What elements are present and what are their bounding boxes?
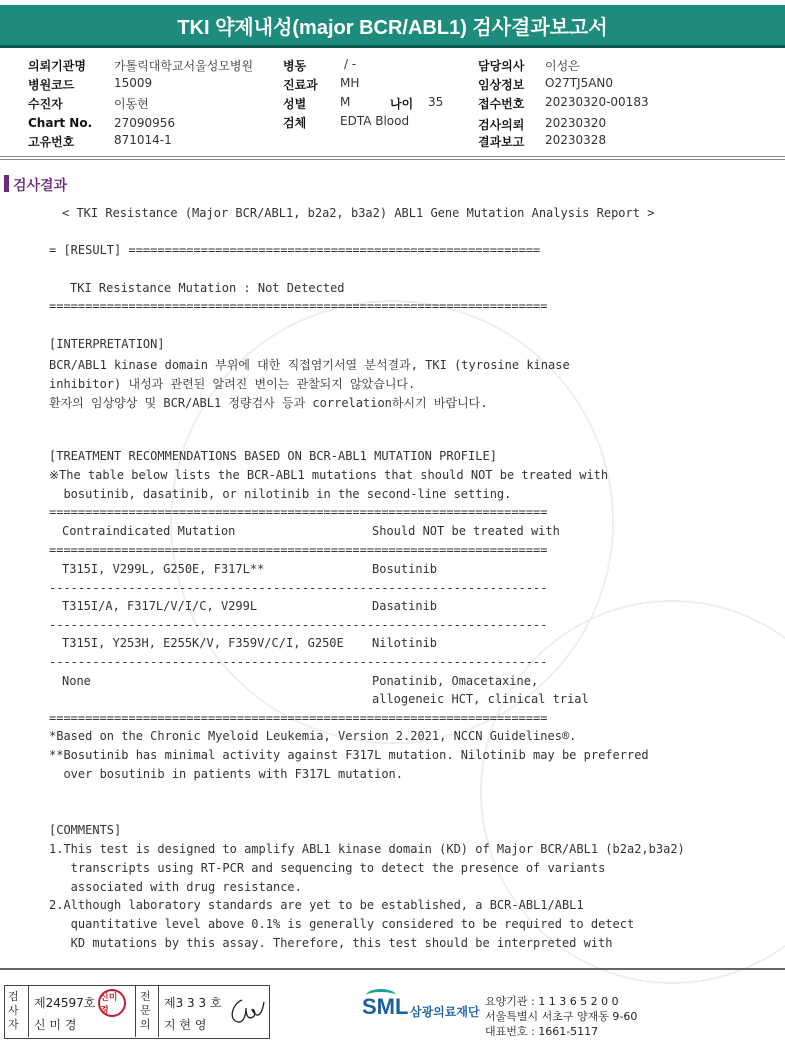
seal-stamp: 신미경 <box>98 989 126 1017</box>
header-value: 20230320-00183 <box>545 95 649 109</box>
age-value: 35 <box>428 95 444 109</box>
report-heading: < TKI Resistance (Major BCR/ABL1, b2a2, b3a2) ABL1 Gene Mutation Analysis Report > <box>62 206 655 220</box>
header-label: 검사의뢰 <box>478 118 525 132</box>
reviewer-label: 전문의 <box>140 990 151 1031</box>
separator-line: ===================================================================== <box>49 299 548 313</box>
header-value: / - <box>344 57 357 71</box>
tester-license: 제24597호 <box>34 996 96 1010</box>
report-title: TKI 약제내성(major BCR/ABL1) 검사결과보고서 <box>0 5 785 48</box>
separator-line: ===================================================================== <box>49 505 548 519</box>
header-label: 진료과 <box>283 78 318 92</box>
header-label: 병동 <box>283 59 307 73</box>
header-value: O27TJ5AN0 <box>545 76 614 90</box>
age-label: 나이 <box>390 97 414 111</box>
signature-mark <box>224 990 266 1030</box>
comment-line: 1.This test is designed to amplify ABL1 kinase domain (KD) of Major BCR/ABL1 (b2a2,b3a2) <box>49 842 685 856</box>
table-row-drug: Dasatinib <box>372 599 438 613</box>
table-row-drug: Ponatinib, Omacetaxine, <box>372 674 539 688</box>
header-value: 871014-1 <box>114 133 172 147</box>
reviewer-license: 제3 3 3 호 <box>164 996 222 1010</box>
header-value: 15009 <box>114 76 153 90</box>
header-label: 접수번호 <box>478 97 525 111</box>
header-value: 가톨릭대학교서울성모병원 <box>114 59 254 73</box>
interpretation-line: inhibitor) 내성과 관련된 알려진 변이는 관찰되지 않았습니다. <box>49 377 416 391</box>
header-label: 담당의사 <box>478 59 525 73</box>
comment-line: transcripts using RT-PCR and sequencing to detect the presence of variants <box>49 861 606 875</box>
header-label: Chart No. <box>28 116 93 130</box>
header-value: 27090956 <box>114 116 176 130</box>
header-value: 20230320 <box>545 116 607 130</box>
org-name: 삼광의료재단 <box>410 1005 480 1019</box>
interpretation-line: BCR/ABL1 kinase domain 부위에 대한 직접염기서열 분석결과, TKI (tyrosine kinase <box>49 358 570 372</box>
header-label: 고유번호 <box>28 135 75 149</box>
comment-line: 2.Although laboratory standards are yet to be established, a BCR-ABL1/ABL1 <box>49 898 584 912</box>
org-info-line: 대표번호 : 1661-5117 <box>485 1025 599 1038</box>
header-divider <box>0 159 785 160</box>
org-info-line: 서울특별시 서초구 양재동 9-60 <box>485 1010 638 1023</box>
header-label: 결과보고 <box>478 135 525 149</box>
header-label: 성별 <box>283 97 307 111</box>
treatment-intro: ※The table below lists the BCR-ABL1 mutations that should NOT be treated with <box>49 468 609 482</box>
header-value: 이성은 <box>545 59 580 73</box>
header-label: 수진자 <box>28 97 63 111</box>
tester-label: 검사자 <box>8 990 19 1031</box>
interpretation-line: 환자의 임상양상 및 BCR/ABL1 정량검사 등과 correlation하시기 바랍니다. <box>49 396 488 410</box>
interpretation-heading: [INTERPRETATION] <box>49 337 165 351</box>
comment-line: quantitative level above 0.1% is generally considered to be required to detect <box>49 917 635 931</box>
treatment-intro: bosutinib, dasatinib, or nilotinib in the second-line setting. <box>49 487 512 501</box>
header-label: 검체 <box>283 116 307 130</box>
section-title: 검사결과 <box>13 178 68 194</box>
table-row-mutation: None <box>62 674 91 688</box>
footer-divider <box>0 968 785 970</box>
reviewer-name: 지 현 영 <box>164 1018 207 1032</box>
comment-line: KD mutations by this assay. Therefore, this test should be interpreted with <box>49 936 613 950</box>
header-value: 20230328 <box>545 133 607 147</box>
header-value: M <box>340 95 351 109</box>
row-divider: --------------------------------------------------------------------- <box>49 618 548 632</box>
header-value: 이동현 <box>114 97 149 111</box>
table-header-mutation: Contraindicated Mutation <box>62 524 236 538</box>
table-header-drug: Should NOT be treated with <box>372 524 560 538</box>
result-text: TKI Resistance Mutation : Not Detected <box>70 281 345 295</box>
comments-heading: [COMMENTS] <box>49 823 122 837</box>
header-value: EDTA Blood <box>340 114 410 128</box>
section-marker <box>4 175 9 192</box>
header-label: 의뢰기관명 <box>28 59 86 73</box>
table-row-drug-cont: allogeneic HCT, clinical trial <box>372 692 589 706</box>
result-line: = [RESULT] ========================================================= <box>49 243 541 257</box>
row-divider: --------------------------------------------------------------------- <box>49 655 548 669</box>
footnote: **Bosutinib has minimal activity against F317L mutation. Nilotinib may be preferred <box>49 748 649 762</box>
table-row-mutation: T315I, V299L, G250E, F317L** <box>62 562 265 576</box>
tester-name: 신 미 경 <box>34 1018 77 1032</box>
org-info-line: 요양기관 : 1 1 3 6 5 2 0 0 <box>485 995 619 1008</box>
table-row-mutation: T315I, Y253H, E255K/V, F359V/C/I, G250E <box>62 636 344 650</box>
separator-line: ===================================================================== <box>49 543 548 557</box>
separator-line: ===================================================================== <box>49 711 548 725</box>
header-label: 임상정보 <box>478 78 525 92</box>
header-divider <box>0 156 785 157</box>
comment-line: associated with drug resistance. <box>49 880 302 894</box>
footnote: *Based on the Chronic Myeloid Leukemia, Version 2.2021, NCCN Guidelines®. <box>49 729 577 743</box>
table-row-drug: Bosutinib <box>372 562 438 576</box>
footnote: over bosutinib in patients with F317L mutation. <box>49 767 404 781</box>
table-row-drug: Nilotinib <box>372 636 438 650</box>
header-label: 병원코드 <box>28 78 75 92</box>
treatment-heading: [TREATMENT RECOMMENDATIONS BASED ON BCR-ABL1 MUTATION PROFILE] <box>49 449 497 463</box>
row-divider: --------------------------------------------------------------------- <box>49 581 548 595</box>
table-row-mutation: T315I/A, F317L/V/I/C, V299L <box>62 599 258 613</box>
header-value: MH <box>340 76 360 90</box>
